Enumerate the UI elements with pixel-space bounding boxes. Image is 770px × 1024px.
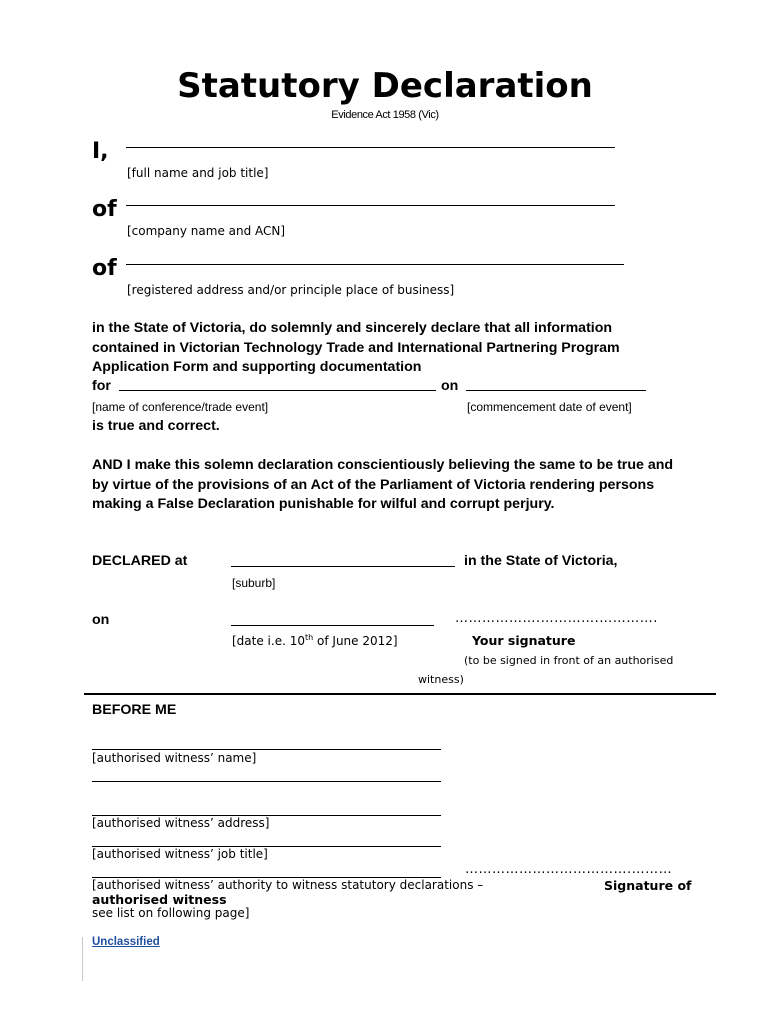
- witness-signature-label: Signature of: [604, 878, 692, 893]
- identity-label-address: of: [92, 256, 117, 281]
- for-label: for: [92, 378, 111, 394]
- witness-name-field[interactable]: [92, 749, 441, 750]
- classification-link[interactable]: Unclassified: [92, 936, 160, 948]
- witness-authority-hint: [authorised witness’ authority to witness statutory declarations –: [92, 878, 484, 892]
- your-signature-label: Your signature: [472, 633, 576, 648]
- suburb-hint: [suburb]: [232, 576, 276, 590]
- witness-job-hint: [authorised witness’ job title]: [92, 847, 268, 861]
- identity-label-company: of: [92, 197, 117, 222]
- declared-date-hint: [date i.e. 10th of June 2012]: [232, 633, 398, 648]
- event-date-field[interactable]: [466, 390, 646, 391]
- registered-address-hint: [registered address and/or principle place of business]: [127, 283, 455, 297]
- your-signature-line[interactable]: ……………….………….………….: [455, 611, 658, 626]
- event-name-hint: [name of conference/trade event]: [92, 400, 269, 414]
- declared-on-label: on: [92, 612, 110, 628]
- suburb-field[interactable]: [231, 566, 455, 567]
- declared-date-field[interactable]: [231, 625, 434, 626]
- event-name-field[interactable]: [119, 390, 436, 391]
- witness-authority-hint-cont: see list on following page]: [92, 906, 250, 920]
- on-label: on: [441, 378, 459, 394]
- witness-signature-label-cont: authorised witness: [92, 892, 227, 907]
- solemn-paragraph: AND I make this solemn declaration conscientiously believing the same to be true and by virtue of the provisions of an Act of the Parliament of Victoria rendering persons making a False Declaration punishable for wilful and corrupt perjury.: [92, 457, 674, 512]
- page-subtitle: Evidence Act 1958 (Vic): [331, 109, 439, 121]
- footer-margin-bar: [82, 937, 83, 981]
- witness-address-hint: [authorised witness’ address]: [92, 816, 270, 830]
- witness-name-hint: [authorised witness’ name]: [92, 751, 257, 765]
- event-date-hint: [commencement date of event]: [467, 400, 632, 414]
- registered-address-field[interactable]: [126, 264, 624, 265]
- company-name-hint: [company name and ACN]: [127, 224, 286, 238]
- witness-address-field-line1[interactable]: [92, 781, 441, 782]
- true-correct-text: is true and correct.: [92, 418, 220, 434]
- section-divider: [84, 693, 716, 695]
- identity-label-name: I,: [92, 139, 109, 164]
- signature-note-line1: (to be signed in front of an authorised: [464, 654, 674, 667]
- before-me-heading: BEFORE ME: [92, 702, 177, 718]
- full-name-field[interactable]: [126, 147, 615, 148]
- signature-note-line2: witness): [418, 673, 464, 686]
- declaration-paragraph: in the State of Victoria, do solemnly and sincerely declare that all information contained in Victorian Technology Trade and International Partnering Program Application Form and supporting documentation: [92, 320, 620, 375]
- page-title: Statutory Declaration: [177, 66, 593, 106]
- state-of-victoria-text: in the State of Victoria,: [464, 553, 618, 569]
- full-name-hint: [full name and job title]: [127, 166, 269, 180]
- witness-signature-line[interactable]: ……………………………….………: [465, 862, 673, 877]
- company-name-field[interactable]: [126, 205, 615, 206]
- declared-at-label: DECLARED at: [92, 553, 188, 569]
